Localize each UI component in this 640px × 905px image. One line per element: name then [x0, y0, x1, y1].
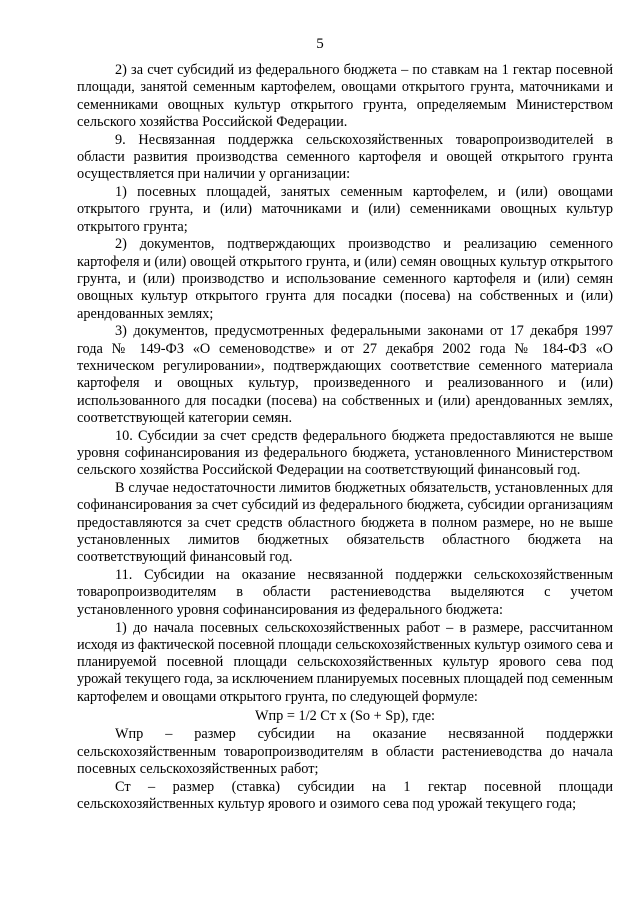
paragraph-item-11-1: 1) до начала посевных сельскохозяйственных работ – в размере, рассчитанном исходя из фактической посевной площади сельскохозяйственных культур озимого сева и планируемой посевной площади сельскохозяйственных культур ярового сева под урожай текущего года, за исключением планируемых посевных площадей под семенным картофелем и овощами открытого грунта, по следующей формуле: — [77, 619, 613, 705]
paragraph-item-11: 11. Субсидии на оказание несвязанной поддержки сельскохозяйственным товаропроизводителям в области растениеводства выделяются с учетом установленного уровня софинансирования из федерального бюджета: — [77, 567, 613, 618]
formula: Wпр = 1/2 Ст х (So + Sp), где: — [254, 707, 436, 724]
paragraph-subsidy-federal: 2) за счет субсидий из федерального бюджета – по ставкам на 1 гектар посевной площади, занятой семенным картофелем, овощами открытого грунта, маточниками и семенниками овощных культур открытого грунта, определяемым Министерством сельского хозяйства Российской Федерации. — [77, 62, 613, 130]
paragraph-item-9-1: 1) посевных площадей, занятых семенным картофелем, и (или) овощами открытого грунта, и (или) маточниками и (или) семенниками овощных культур открытого грунта; — [77, 184, 613, 235]
paragraph-item-10: 10. Субсидии за счет средств федерального бюджета предоставляются не выше уровня софинансирования из федерального бюджета, установленного Министерством сельского хозяйства Российской Федерации на соответствующий финансовый год. — [77, 427, 613, 479]
paragraph-item-9: 9. Несвязанная поддержка сельскохозяйственных товаропроизводителей в области развития производства семенного картофеля и овощей открытого грунта осуществляется при наличии у организации: — [77, 131, 613, 183]
document-body — [77, 62, 613, 814]
paragraph-item-9-2: 2) документов, подтверждающих производство и реализацию семенного картофеля и (или) овощей открытого грунта, и (или) семян овощных культур открытого грунта, и (или) производство и использование семенного картофеля и (или) семян овощных культур открытого грунта для посадки (посева) на собственных и (или) арендованных землях; — [77, 236, 613, 322]
definition-st: Ст – размер (ставка) субсидии на 1 гектар посевной площади сельскохозяйственных культур ярового и озимого сева под урожай текущего года; — [77, 778, 613, 812]
paragraph-item-9-3: 3) документов, предусмотренных федеральными законами от 17 декабря 1997 года № 149-ФЗ «О семеноводстве» и от 27 декабря 2002 года № 184-ФЗ «О техническом регулировании», подтверждающих соответствие семенного материала картофеля и овощных культур, произведенного и реализованного и (или) использованного для посадки (посева) на собственных и (или) арендованных землях, соответствующей категории семян. — [77, 323, 613, 426]
definition-wpr: Wпр – размер субсидии на оказание несвязанной поддержки сельскохозяйственным товаропроизводителям в области растениеводства до начала посевных сельскохозяйственных работ; — [77, 726, 613, 777]
page-number: 5 — [316, 36, 324, 52]
paragraph-insufficient-limits: В случае недостаточности лимитов бюджетных обязательств, установленных для софинансирования за счет субсидий из федерального бюджета, субсидии организациям предоставляются за счет средств областного бюджета в полном размере, но не выше установленных лимитов бюджетных обязательств областного бюджета на соответствующий финансовый год. — [77, 480, 613, 566]
